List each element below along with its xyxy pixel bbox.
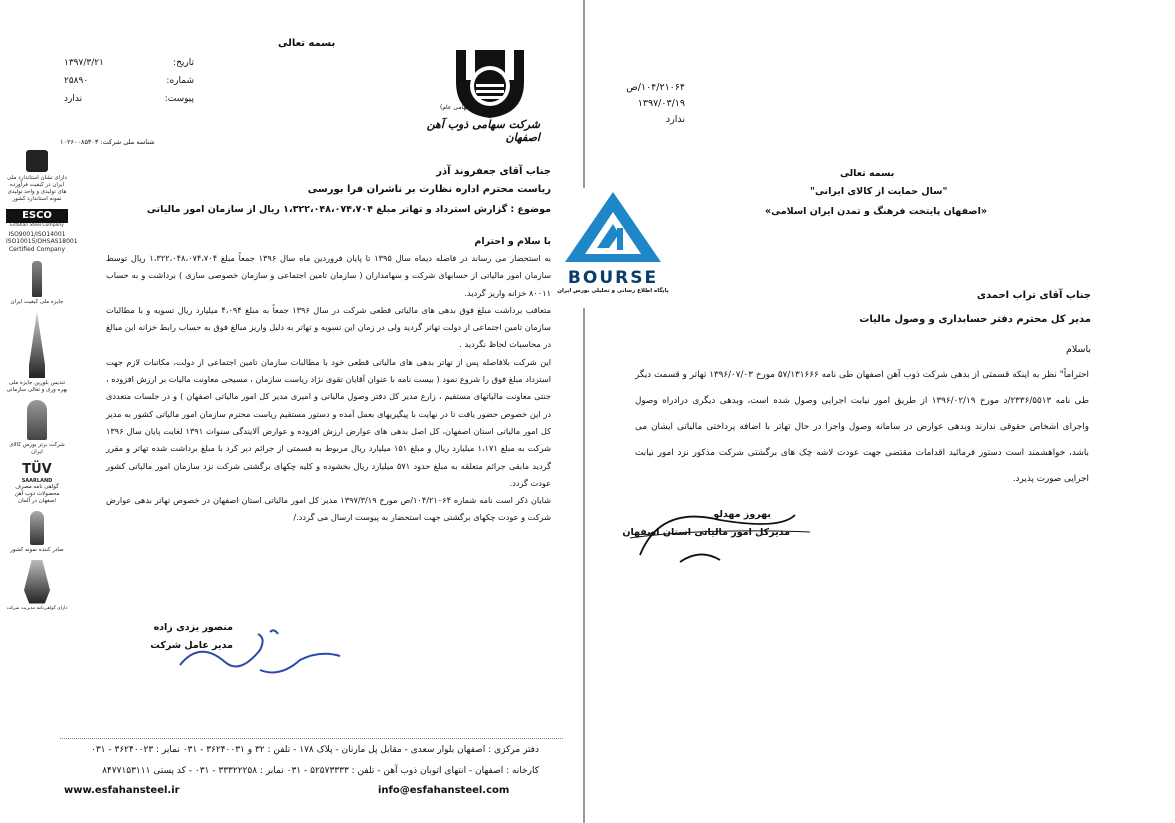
certifications-column: [6, 150, 78, 611]
bourse-award-icon: [27, 400, 47, 440]
management-award-icon: [24, 560, 50, 604]
management-certificate-text: دارای گواهی‌نامه مدیریت شرکت: [6, 605, 68, 611]
bismillah: بسمه تعالی: [278, 38, 336, 49]
national-quality-award-text: جایزه ملی کیفیت ایران: [10, 299, 64, 306]
right-ref-date: ۱۳۹۷/۰۳/۱۹: [637, 98, 685, 109]
crystal-statue-icon: [29, 312, 45, 378]
company-name: شرکت سهامی ذوب آهن اصفهان: [426, 118, 540, 144]
esco-logo: ESCO: [6, 209, 68, 224]
tuv-saarland-text: SAARLAND: [21, 477, 53, 484]
body-paragraph-2: متعاقب برداشت مبلغ فوق بدهی های مالیاتی قطعی شرکت در سال ۱۳۹۶ جمعاً به مبلغ ۴،۰۹۴ میلیارد ریال تسویه و با مطالبات سازمان تامین اجتماعی از دولت تهاتر گردید ولی در زمان این تسویه و تهاتر به دلیل واریز مبالغ فوق به حساب رابط خزانه این مبالغ در محاسبات لحاظ نگردید .: [106, 304, 551, 350]
footer-factory-address: کارخانه : اصفهان - انتهای اتوبان ذوب آهن - تلفن : ۵۲۵۷۳۳۳۳ - ۰۳۱ نمابر : ۳۳۳۲۲۲۵۸ - ۰۳۱ - کد پستی ۸۴۷۷۱۵۳۱۱۱: [102, 766, 539, 776]
quality-award-trophy-icon: [32, 261, 42, 297]
letter-subject: موضوع : گزارش استرداد و تهاتر مبلغ ۱،۳۲۲،۰۴۸،۰۷۴،۷۰۴ ریال از سازمان امور مالیاتی: [146, 204, 551, 215]
iso-line-1: ISO9001/ISO14001: [8, 230, 66, 238]
right-recipient-name: جناب آقای تراب احمدی: [976, 290, 1091, 301]
slogan-year: "سال حمایت از کالای ایرانی": [810, 186, 948, 197]
slogan-isfahan: «اصفهان پایتخت فرهنگ و تمدن ایران اسلامی»: [765, 206, 987, 217]
left-letter-page: [0, 0, 585, 823]
meta-number: شماره: ۲۵۸۹۰: [64, 76, 194, 86]
top-exporter-text: صادر کننده نمونه کشور: [10, 546, 64, 553]
right-ref-attachment: ندارد: [665, 114, 685, 125]
right-recipient-title: مدیر کل محترم دفتر حسابداری و وصول مالیات: [859, 314, 1091, 325]
iso-line-2: ISO10015/OHSAS18001: [6, 238, 78, 246]
bourse-watermark: [557, 188, 669, 308]
bourse-watermark-subtitle: پایگاه اطلاع رسانی و تحلیلی بورس ایران: [557, 288, 669, 294]
footer-divider: [60, 738, 563, 739]
letter-body: [106, 250, 551, 527]
ceo-signature-icon: [170, 620, 350, 690]
cert-standard-text: دارای نشان استاندارد ملی ایران در کیفیت فرآورده های تولیدی و واحد تولیدی نمونه استاندارد کشور: [7, 175, 67, 202]
iso-line-3: Certified Company: [8, 245, 66, 253]
body-paragraph-1: به استحضار می رساند در فاصله دیماه سال ۱۳۹۵ تا پایان فروردین ماه سال ۱۳۹۶ جمعاً مبلغ ۱،۳۲۲،۰۴۸،۰۷۴،۷۰۴ ریال توسط سازمان امور مالیاتی از حسابهای شرکت و سهامداران ( سازمان تامین اجتماعی و سازمان خصوصی سازی ) برداشت و به حساب ۸۰۰۱۱ خزانه واریز گردید.: [106, 253, 551, 298]
right-signer-title: مدیرکل امور مالیاتی استان اصفهان: [622, 527, 790, 538]
bourse-watermark-title: BOURSE: [567, 268, 659, 288]
letter-meta: [64, 58, 194, 104]
right-ref-number: ۱۰۴/۲۱۰۶۴/ص: [626, 82, 685, 93]
footer-email[interactable]: info@esfahansteel.com: [378, 785, 510, 796]
recipient-name: جناب آقای جعفروند آذر: [436, 166, 551, 177]
body-paragraph-3: این شرکت بلافاصله پس از تهاتر بدهی های مالیاتی قطعی خود با مطالبات سازمان تامین اجتماعی از دولت، مکاتبات لازم جهت استرداد مبلغ فوق را شروع نمود ( بیست نامه با عنوان آقایان تقوی نژاد ریاست سازمان ، مسیحی معاونت مالیات بر ارزش افزوده ، جنتی معاونت مالیاتهای مستقیم ، زارع مدیر کل دفتر وصول مالیاتی و امیری مدیر کل امور مالیاتی اصفهان ) و در جلسات متعددی در این خصوص حضور یافت تا در نهایت با پیگیریهای بعمل آمده و دستور مستقیم ریاست محترم سازمان امور مالیاتی کشور به مدیر کل امور مالیاتی استان اصفهان، کل اصل بدهی های عوارض ارزش افزوده و عوارض آلایندگی سنوات ۱۳۹۱ لغایت پایان سال ۱۳۹۶ شرکت به مبلغ ۱،۱۷۱ میلیارد ریال و مبلغ ۱۵۱ میلیارد ریال مربوط به قسمتی از جرائم دیر کرد با مبلغ برداشت شده تهاتر و مقرر گردید مابقی جرائم متعلقه به مبلغ حدود ۵۷۱ میلیارد ریال بخشوده و کلیه چکهای برگشتی شرکت نزد سازمان امور مالیاتی کشور عودت گردد.: [106, 356, 552, 488]
standard-mark-icon: [26, 150, 48, 172]
footer-website[interactable]: www.esfahansteel.ir: [64, 785, 180, 796]
germany-certificate-text: گواهی نامه مصرف محصولات ذوب آهن اصفهان در آلمان: [14, 484, 60, 504]
exporter-award-icon: [30, 511, 44, 545]
company-estd: (سهامی عام): [440, 104, 474, 111]
right-letter-meta: [615, 80, 685, 128]
right-body-paragraph: احتراماً" نظر به اینکه قسمتی از بدهی شرکت ذوب آهن اصفهان طی نامه ۵۷/۱۳۱۶۶۶ مورخ ۱۳۹۶/۰۷/۰۳ تهاتر و قسمت دیگر طی نامه ۲۳۳۶/۵۵۱۳/د مورخ ۱۳۹۶/۰۲/۱۹ از طریق امور نیابت اجرایی وصول شده است، وبدهی دیگری درادراه وصول واجرای اشخاص حقوقی ندارند وبدهی عوارض در سامانه وصول واجرا در حال تهاتر با اضافه پرداختی مالیاتی ایشان می باشد، خواهشمند است دستور فرمائید اقدامات مقتضی جهت عودت لاشه چک های برگشتی شرکت مذکور نزد امور نیابت اجرایی صورت پذیرد.: [635, 370, 1089, 484]
recipient-title: ریاست محترم اداره نظارت بر ناشران فرا بورسی: [307, 184, 551, 195]
top-bourse-company-text: شرکت برتر بورس کالای ایران: [9, 441, 65, 455]
esco-subtitle: Esfahan Steel Company: [10, 223, 64, 228]
greeting: با سلام و احترام: [474, 236, 551, 247]
bourse-triangle-logo-icon: [557, 188, 669, 266]
body-paragraph-4: شایان ذکر است نامه شماره ۱۰۴/۲۱۰۶۴/ص مورخ ۱۳۹۷/۳/۱۹ مدیر کل امور مالیاتی استان اصفهان در خصوص تهاتر بدهی عوارض شرکت و عودت چکهای برگشتی جهت استحضار به پیوست ارسال می گردد./: [106, 495, 551, 523]
tuv-logo: TÜV: [22, 461, 52, 477]
footer-office-address: دفتر مرکزی : اصفهان بلوار سعدی - مقابل پل مارنان - پلاک ۱۷۸ - تلفن : ۳۲ و ۳۶۲۴۰۰۳۱ - ۰۳۱ نمابر : ۳۶۲۴۰۰۲۳ - ۰۳۱: [91, 745, 539, 755]
productivity-award-text: تندیس بلورین جایزه ملی بهره وری و تعالی سازمانی: [6, 380, 68, 393]
signer-title: مدیر عامل شرکت: [150, 640, 233, 651]
meta-date: تاریخ: ۱۳۹۷/۳/۲۱: [64, 58, 194, 68]
right-signer-name: بهروز مهدلو: [713, 509, 771, 520]
right-letter-body: [635, 362, 1089, 492]
signer-name: منصور یزدی زاده: [153, 622, 233, 633]
meta-attachment: پیوست: ندارد: [64, 94, 194, 104]
right-bismillah: بسمه تعالی: [840, 168, 895, 179]
right-letter-page: [557, 0, 1175, 823]
right-greeting: باسلام: [1065, 344, 1091, 355]
national-id: شناسه ملی شرکت: ۱۰۲۶۰۰۸۵۳۰۳: [60, 138, 155, 146]
